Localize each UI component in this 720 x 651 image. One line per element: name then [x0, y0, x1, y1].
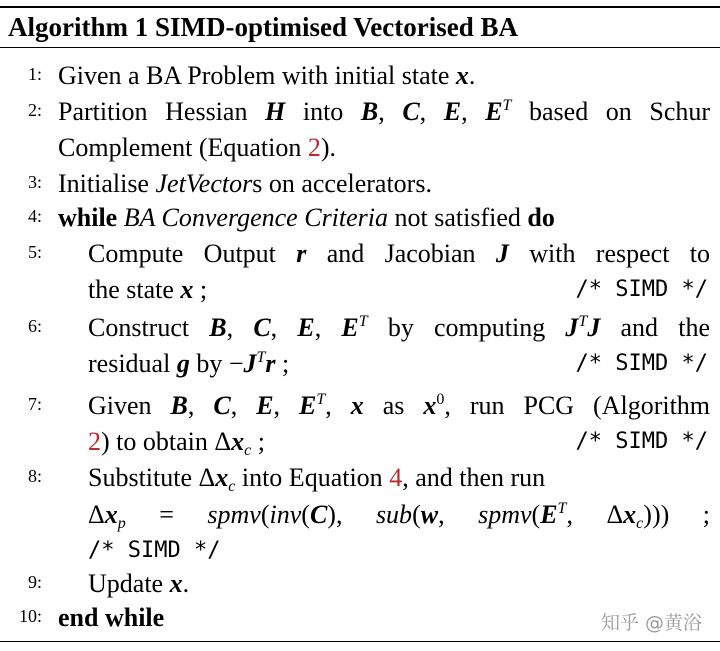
line-text: 2) to obtain $\Delta x_c$ ; — [88, 427, 265, 459]
algo-line-7 — [0, 388, 720, 424]
line-number: 7: — [27, 394, 42, 414]
line-number: 10: — [18, 606, 42, 626]
line-text: Update x. — [88, 569, 190, 598]
algo-line-6-cont — [0, 346, 720, 382]
simd-comment: /* SIMD */ — [575, 351, 708, 376]
algo-line-2-cont — [0, 130, 720, 166]
algo-line-8-comment — [0, 533, 720, 569]
line-number: 2: — [27, 100, 42, 120]
line-text: Substitute $\Delta x_c$ into Equation 4, and then run — [88, 463, 546, 495]
watermark: 知乎 @黄浴 — [600, 612, 702, 634]
top-rule — [0, 6, 720, 8]
algo-line-7-cont — [0, 424, 720, 460]
line-text: $\Delta x_p$ = spmv(inv(C), sub(w, $spmv(E^T$, $\Delta x_c$))) ; — [88, 500, 710, 532]
line-number: 6: — [27, 316, 42, 336]
line-text: Given a BA Problem with initial state x. — [58, 61, 476, 90]
line-number: 3: — [27, 172, 42, 192]
line-text: the state x ; — [88, 275, 208, 304]
algo-line-5-cont — [0, 272, 720, 308]
algo-line-8-formula — [0, 497, 720, 533]
line-text: residual g by $-J^Tr$ ; — [88, 349, 290, 378]
line-text: Initialise JetVectors on accelerators. — [58, 169, 432, 198]
algo-line-8 — [0, 460, 720, 496]
algo-line-6 — [0, 310, 720, 346]
algo-line-2 — [0, 94, 720, 130]
line-number: 5: — [27, 242, 42, 262]
algo-line-1 — [0, 58, 720, 94]
algo-line-4 — [0, 200, 720, 236]
line-text: Given B, C, E, $E^T$, x as $x^0$, run PCG (Algorithm — [88, 391, 711, 420]
simd-comment: /* SIMD */ — [88, 538, 221, 563]
simd-comment: /* SIMD */ — [575, 277, 708, 302]
algorithm-title: Algorithm 1 SIMD-optimised Vectorised BA — [8, 12, 518, 42]
simd-comment: /* SIMD */ — [575, 429, 708, 454]
line-text: Complement (Equation 2). — [58, 133, 337, 162]
line-text: end while — [58, 603, 165, 632]
algorithm-reference-link[interactable]: 2 — [88, 427, 101, 456]
equation-reference-link[interactable]: 4 — [389, 463, 403, 492]
line-text: Partition Hessian H into B, C, E, $E^T$ based on Schur — [58, 97, 711, 126]
line-number: 4: — [27, 206, 42, 226]
line-text: Construct B, C, E, $E^T$ by computing $J^TJ$ and the — [88, 313, 711, 342]
line-text: while BA Convergence Criteria not satisfied do — [58, 203, 555, 232]
line-number: 9: — [27, 572, 42, 592]
algo-line-9 — [0, 566, 720, 602]
line-number: 8: — [27, 466, 42, 486]
line-text: Compute Output r and Jacobian J with respect to — [88, 239, 710, 268]
bottom-rule — [0, 641, 720, 642]
algo-line-3 — [0, 166, 720, 202]
algo-line-5 — [0, 236, 720, 272]
equation-reference-link[interactable]: 2 — [307, 133, 321, 162]
line-number: 1: — [27, 64, 42, 84]
title-rule — [0, 47, 720, 48]
